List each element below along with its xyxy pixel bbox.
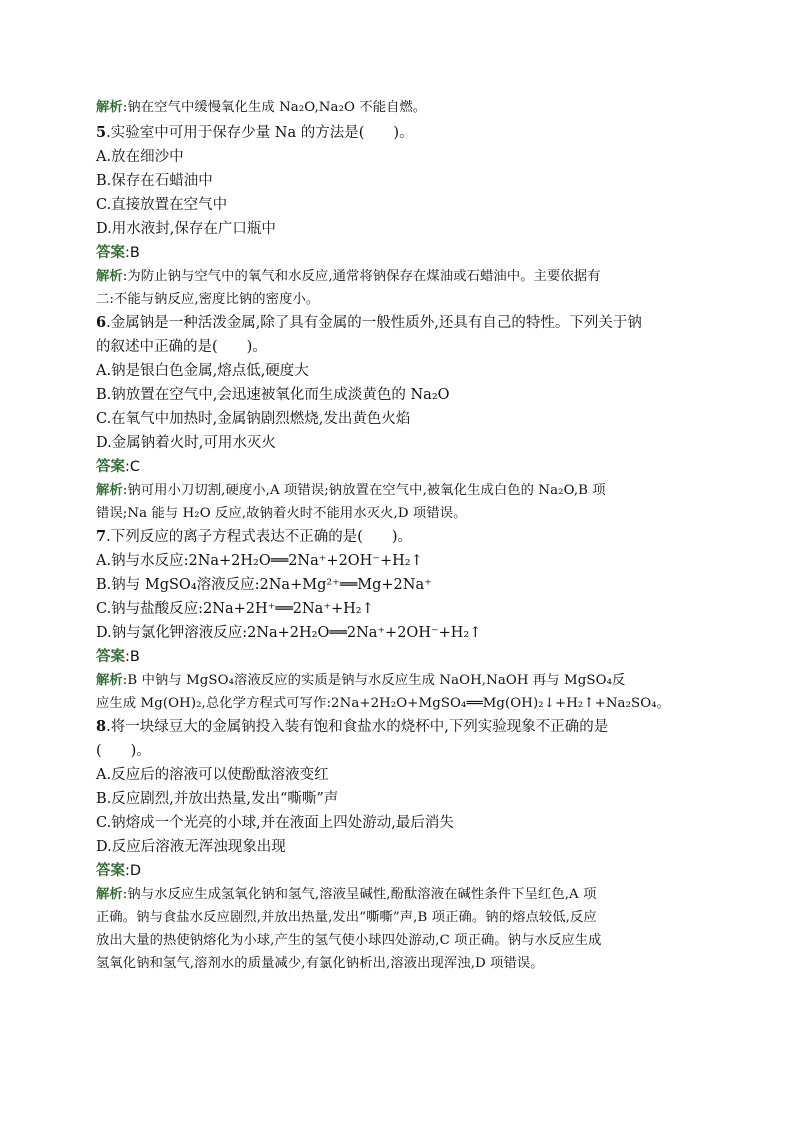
question-6-stem-line-2: 的叙述中正确的是( )。 xyxy=(96,339,267,355)
question-7-explanation-line-2: 应生成 Mg(OH)₂,总化学方程式可写作:2Na+2H₂O+MgSO₄══Mg(OH)₂↓+H₂↑+Na₂SO₄。 xyxy=(96,696,671,711)
explanation-label: 解析 xyxy=(96,483,123,498)
explanation-text: :B 中钠与 MgSO₄溶液反应的实质是钠与水反应生成 NaOH,NaOH 再与 MgSO₄反 xyxy=(122,673,626,688)
question-number: 6 xyxy=(96,314,107,331)
question-7-answer xyxy=(96,645,700,669)
question-8-explanation-line-1 xyxy=(96,883,700,906)
question-5-explanation-line-2: 二:不能与钠反应,密度比钠的密度小。 xyxy=(96,292,320,307)
answer-value: :D xyxy=(125,863,142,879)
question-6-explanation-line-1 xyxy=(96,479,700,502)
question-stem-text: .实验室中可用于保存少量 Na 的方法是( )。 xyxy=(106,125,414,141)
question-5-option-a: A.放在细沙中 xyxy=(96,149,184,165)
explanation-text: :钠可用小刀切割,硬度小,A 项错误;钠放置在空气中,被氧化生成白色的 Na₂O,B 项 xyxy=(122,483,606,498)
explanation-label: 解析 xyxy=(96,100,123,115)
answer-value: :C xyxy=(125,459,141,475)
question-stem-text: .将一块绿豆大的金属钠投入装有饱和食盐水的烧杯中,下列实验现象不正确的是 xyxy=(106,719,609,735)
question-6-answer xyxy=(96,455,700,479)
question-stem-text: .金属钠是一种活泼金属,除了具有金属的一般性质外,还具有自己的特性。下列关于钠 xyxy=(106,315,642,331)
question-8-stem-line-1 xyxy=(96,715,700,739)
question-6-option-d: D.金属钠着火时,可用水灭火 xyxy=(96,435,276,451)
question-number: 7 xyxy=(96,528,107,545)
question-7-option-b: B.钠与 MgSO₄溶液反应:2Na+Mg²⁺══Mg+2Na⁺ xyxy=(96,577,432,593)
question-8-option-b: B.反应剧烈,并放出热量,发出“嘶嘶”声 xyxy=(96,791,339,807)
answer-label: 答案 xyxy=(96,245,125,261)
question-5-explanation-line-1 xyxy=(96,265,700,288)
question-6-explanation-line-2: 错误;Na 能与 H₂O 反应,故钠着火时不能用水灭火,D 项错误。 xyxy=(96,506,467,521)
question-8-option-c: C.钠熔成一个光亮的小球,并在液面上四处游动,最后消失 xyxy=(96,815,454,831)
question-8-explanation-line-4: 氢氧化钠和氢气,溶剂水的质量减少,有氯化钠析出,溶液出现浑浊,D 项错误。 xyxy=(96,956,544,971)
question-5-stem xyxy=(96,121,700,145)
question-8-option-d: D.反应后溶液无浑浊现象出现 xyxy=(96,839,286,855)
prev-explanation xyxy=(96,96,700,119)
question-8-stem-line-2: ( )。 xyxy=(96,743,151,759)
question-6-stem-line-1 xyxy=(96,311,700,335)
answer-value: :B xyxy=(125,649,140,665)
question-number: 8 xyxy=(96,718,107,735)
answer-value: :B xyxy=(125,245,140,261)
question-8-answer xyxy=(96,859,700,883)
explanation-label: 解析 xyxy=(96,673,123,688)
question-7-option-d: D.钠与氯化钾溶液反应:2Na+2H₂O══2Na⁺+2OH⁻+H₂↑ xyxy=(96,625,482,641)
explanation-text: :为防止钠与空气中的氧气和水反应,通常将钠保存在煤油或石蜡油中。主要依据有 xyxy=(122,269,601,284)
question-5-option-b: B.保存在石蜡油中 xyxy=(96,173,213,189)
answer-label: 答案 xyxy=(96,863,125,879)
answer-label: 答案 xyxy=(96,459,125,475)
answer-label: 答案 xyxy=(96,649,125,665)
question-8-option-a: A.反应后的溶液可以使酚酞溶液变红 xyxy=(96,767,329,783)
question-7-explanation-line-1 xyxy=(96,669,700,692)
question-6-option-a: A.钠是银白色金属,熔点低,硬度大 xyxy=(96,363,309,379)
question-5-option-d: D.用水液封,保存在广口瓶中 xyxy=(96,221,276,237)
question-6-option-c: C.在氧气中加热时,金属钠剧烈燃烧,发出黄色火焰 xyxy=(96,411,411,427)
question-stem-text: .下列反应的离子方程式表达不正确的是( )。 xyxy=(106,529,413,545)
explanation-text: :钠在空气中缓慢氧化生成 Na₂O,Na₂O 不能自燃。 xyxy=(122,100,427,115)
explanation-text: :钠与水反应生成氢氧化钠和氢气,溶液呈碱性,酚酞溶液在碱性条件下呈红色,A 项 xyxy=(122,887,597,902)
question-7-option-a: A.钠与水反应:2Na+2H₂O══2Na⁺+2OH⁻+H₂↑ xyxy=(96,553,423,569)
question-5-answer xyxy=(96,241,700,265)
document-content xyxy=(96,96,700,975)
question-7-option-c: C.钠与盐酸反应:2Na+2H⁺══2Na⁺+H₂↑ xyxy=(96,601,374,617)
question-8-explanation-line-3: 放出大量的热使钠熔化为小球,产生的氢气使小球四处游动,C 项正确。钠与水反应生成 xyxy=(96,933,602,948)
question-7-stem xyxy=(96,525,700,549)
question-number: 5 xyxy=(96,124,107,141)
explanation-label: 解析 xyxy=(96,887,123,902)
question-5-option-c: C.直接放置在空气中 xyxy=(96,197,228,213)
question-6-option-b: B.钠放置在空气中,会迅速被氧化而生成淡黄色的 Na₂O xyxy=(96,387,450,403)
explanation-label: 解析 xyxy=(96,269,123,284)
question-8-explanation-line-2: 正确。钠与食盐水反应剧烈,并放出热量,发出“嘶嘶”声,B 项正确。钠的熔点较低,反应 xyxy=(96,910,597,925)
